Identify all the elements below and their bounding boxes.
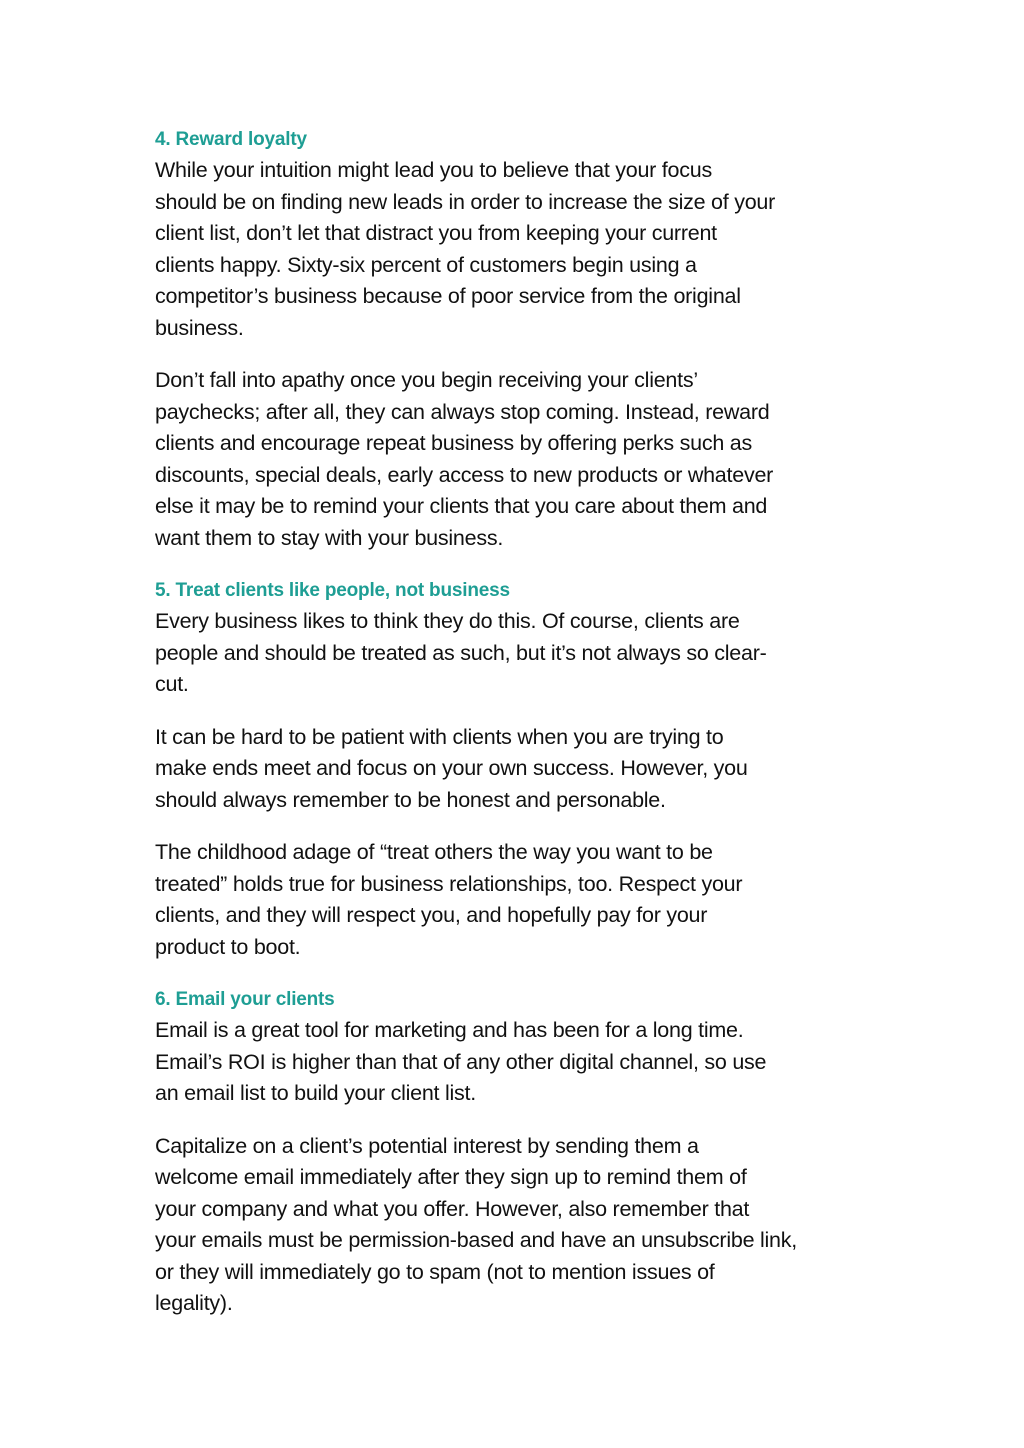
section-treat-clients: [155, 575, 890, 963]
body-paragraph: Email is a great tool for marketing and has been for a long time. Email’s ROI is higher than that of any other digital channel, so use an email list to build your client list.: [155, 1018, 767, 1105]
document-page: [155, 124, 890, 1341]
section-reward-loyalty: [155, 124, 890, 554]
body-paragraph: While your intuition might lead you to believe that your focus should be on finding new leads in order to increase the size of your client list, don’t let that distract you from keeping your current clients happy. Sixty-six percent of customers begin using a competitor’s business because of poor service from the original business.: [155, 158, 776, 340]
section-heading: 6. Email your clients: [155, 989, 335, 1010]
body-paragraph: Don’t fall into apathy once you begin receiving your clients’ paychecks; after all, they can always stop coming. Instead, reward clients and encourage repeat business by offering perks such as discounts, special deals, early access to new products or whatever else it may be to remind your clients that you care about them and want them to stay with your business.: [155, 368, 774, 550]
section-email-clients: [155, 984, 890, 1320]
body-paragraph: The childhood adage of “treat others the way you want to be treated” holds true for business relationships, too. Respect your clients, and they will respect you, and hopefully pay for your product to boot.: [155, 840, 743, 959]
body-paragraph: Capitalize on a client’s potential interest by sending them a welcome email immediately after they sign up to remind them of your company and what you offer. However, also remember that your emails must be permission-based and have an unsubscribe link, or they will immediately go to spam (not to mention issues of legality).: [155, 1133, 797, 1315]
section-heading: 4. Reward loyalty: [155, 129, 307, 150]
body-paragraph: It can be hard to be patient with clients when you are trying to make ends meet and focus on your own success. However, you should always remember to be honest and personable.: [155, 724, 748, 812]
body-paragraph: Every business likes to think they do this. Of course, clients are people and should be treated as such, but it’s not always so clear- cut.: [155, 609, 767, 696]
section-heading: 5. Treat clients like people, not business: [155, 580, 510, 601]
